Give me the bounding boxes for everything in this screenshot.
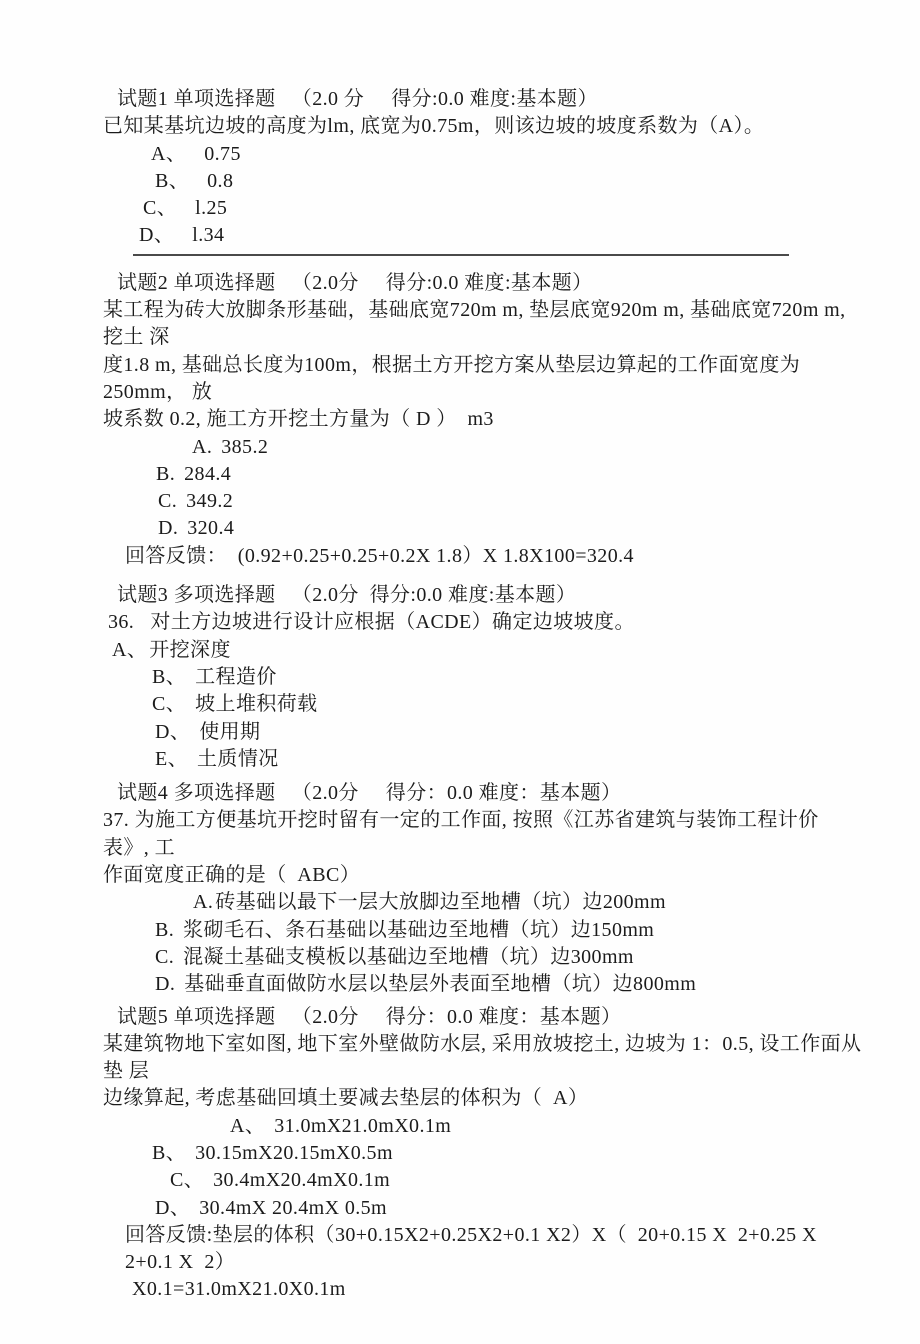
question-1-option-d xyxy=(139,222,862,249)
option-text: 工程造价 xyxy=(195,665,277,688)
question-3-option-e xyxy=(155,746,862,773)
question-5-text-line: 边缘算起, 考虑基础回填土要减去垫层的体积为（ A） xyxy=(103,1087,589,1110)
question-5-feedback-line: 回答反馈:垫层的体积（30+0.15X2+0.25X2+0.1 X2）X（ 20+0.15 X 2+0.25 X 2+0.1 X 2） xyxy=(125,1223,828,1274)
option-text: 土质情况 xyxy=(197,747,279,770)
option-text: 320.4 xyxy=(187,517,235,540)
question-block-4 xyxy=(103,780,862,998)
option-text: l.25 xyxy=(195,197,228,220)
option-text: 0.8 xyxy=(207,169,234,192)
question-1-header: 试题1 单项选择题 （2.0 分 得分:0.0 难度:基本题） xyxy=(117,88,598,110)
question-5-option-a xyxy=(230,1113,862,1140)
option-label: C、 xyxy=(143,197,178,220)
question-1-option-a xyxy=(151,141,862,168)
option-label: D、 xyxy=(155,720,191,743)
option-label: B. xyxy=(156,462,176,485)
option-label: A. xyxy=(192,435,213,458)
option-text: 349.2 xyxy=(186,490,234,513)
question-1-option-b xyxy=(155,168,862,195)
question-2-header: 试题2 单项选择题 （2.0分 得分:0.0 难度:基本题） xyxy=(117,271,593,294)
option-label: D. xyxy=(158,517,179,540)
question-block-1 xyxy=(103,86,862,250)
option-label: B、 xyxy=(152,1141,187,1164)
question-5-option-c xyxy=(170,1167,862,1194)
option-label: A、 xyxy=(112,638,148,661)
question-3-option-b xyxy=(152,664,862,691)
question-1-text: 已知某基坑边坡的高度为lm, 底宽为0.75m，则该边坡的坡度系数为（A）。 xyxy=(103,115,765,138)
question-2-option-b xyxy=(156,461,862,488)
question-4-option-d xyxy=(155,971,862,998)
option-text: 坡上堆积荷载 xyxy=(195,693,318,716)
question-4-header: 试题4 多项选择题 （2.0分 得分：0.0 难度：基本题） xyxy=(117,782,622,805)
question-2-text-line: 度1.8 m, 基础总长度为100m，根据土方开挖方案从垫层边算起的工作面宽度为250mm， 放 xyxy=(103,353,801,403)
option-label: B、 xyxy=(152,665,187,688)
option-label: C、 xyxy=(152,693,187,716)
option-text: 使用期 xyxy=(199,720,261,743)
question-1-option-c xyxy=(143,195,862,222)
option-text: 30.15mX20.15mX0.5m xyxy=(195,1141,393,1164)
option-text: 31.0mX21.0mX0.1m xyxy=(274,1114,452,1137)
option-label: B、 xyxy=(155,169,190,192)
question-4-option-b xyxy=(155,917,862,944)
option-text: 385.2 xyxy=(221,435,269,458)
question-2-feedback: 回答反馈： (0.92+0.25+0.25+0.2X 1.8）X 1.8X100=320.4 xyxy=(125,544,634,567)
option-text: 开挖深度 xyxy=(149,638,231,661)
option-label: C. xyxy=(158,490,178,513)
question-block-2 xyxy=(103,270,862,570)
option-label: A. xyxy=(193,891,214,914)
option-label: B. xyxy=(155,918,175,941)
question-2-option-c xyxy=(158,488,862,515)
question-2-text-line: 坡系数 0.2, 施工方开挖土方量为（ D ） m3 xyxy=(103,408,494,431)
option-text: 0.75 xyxy=(204,142,241,165)
question-3-header: 试题3 多项选择题 （2.0分 得分:0.0 难度:基本题） xyxy=(117,584,577,607)
option-text: 284.4 xyxy=(184,462,232,485)
question-4-text-line: 37. 为施工方便基坑开挖时留有一定的工作面, 按照《江苏省建筑与装饰工程计价表》, 工 xyxy=(103,809,819,859)
question-block-5 xyxy=(103,1004,862,1304)
question-5-text-line: 某建筑物地下室如图, 地下室外壁做防水层, 采用放坡挖土, 边坡为 1：0.5, 设工作面从垫 层 xyxy=(103,1032,862,1083)
option-label: A、 xyxy=(151,142,187,165)
question-4-option-c xyxy=(155,944,862,971)
question-block-3 xyxy=(103,582,862,773)
option-label: A、 xyxy=(230,1114,266,1137)
option-label: D. xyxy=(155,973,176,996)
option-text: 30.4mX 20.4mX 0.5m xyxy=(199,1196,388,1219)
option-text: 砖基础以最下一层大放脚边至地槽（坑）边200mm xyxy=(215,891,666,914)
question-5-option-d xyxy=(155,1195,862,1222)
question-5-feedback-line: X0.1=31.0mX21.0X0.1m xyxy=(132,1278,346,1301)
option-text: 浆砌毛石、条石基础以基础边至地槽（坑）边150mm xyxy=(183,918,655,941)
option-label: D、 xyxy=(139,224,175,247)
option-label: D、 xyxy=(155,1196,191,1219)
question-4-text-line: 作面宽度正确的是（ ABC） xyxy=(103,864,361,887)
question-2-option-d xyxy=(158,515,862,542)
option-label: E、 xyxy=(155,747,189,770)
question-5-header: 试题5 单项选择题 （2.0分 得分：0.0 难度：基本题） xyxy=(117,1005,622,1028)
question-2-option-a xyxy=(192,434,862,461)
option-text: 基础垂直面做防水层以垫层外表面至地槽（坑）边800mm xyxy=(184,973,697,996)
question-3-option-a xyxy=(112,637,862,664)
question-3-option-c xyxy=(152,691,862,718)
question-5-option-b xyxy=(152,1140,862,1167)
option-label: C、 xyxy=(170,1169,205,1192)
option-label: C. xyxy=(155,945,175,968)
question-divider xyxy=(133,254,789,256)
question-3-text: 36. 对土方边坡进行设计应根据（ACDE）确定边坡坡度。 xyxy=(108,611,635,634)
option-text: 混凝土基础支模板以基础边至地槽（坑）边300mm xyxy=(183,945,634,968)
question-3-option-d xyxy=(155,719,862,746)
option-text: 30.4mX20.4mX0.1m xyxy=(213,1169,391,1192)
option-text: l.34 xyxy=(192,224,225,247)
question-4-option-a xyxy=(193,889,862,916)
question-2-text-line: 某工程为砖大放脚条形基础，基础底宽720m m, 垫层底宽920m m, 基础底宽720m m, 挖土 深 xyxy=(103,299,851,349)
